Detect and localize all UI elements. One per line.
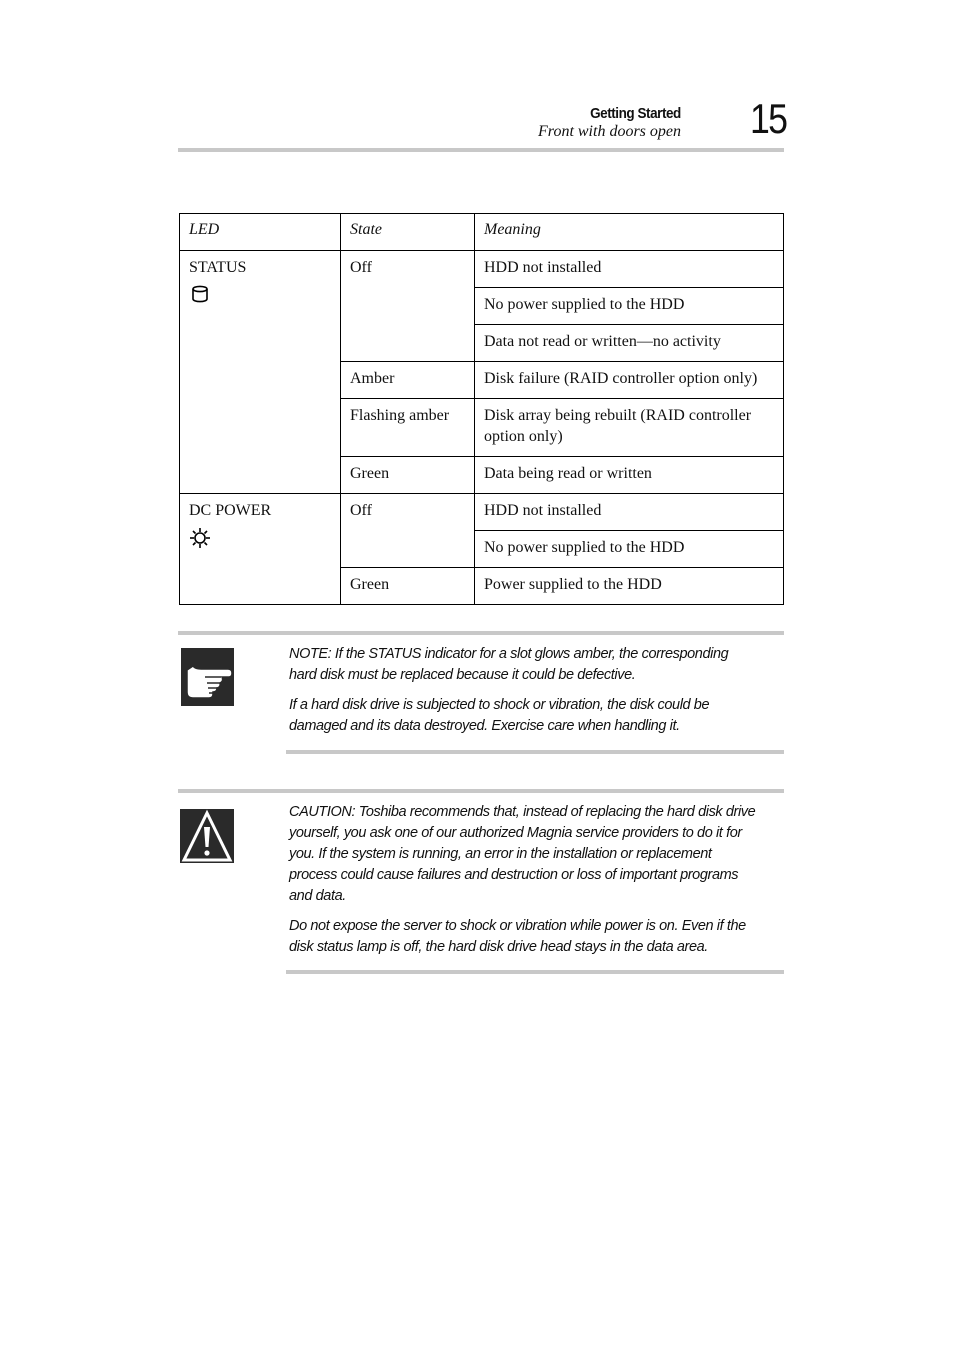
led-dc-power-cell [180,494,341,605]
section-title: Getting Started [590,105,681,122]
meaning-cell: Disk failure (RAID controller option only) [475,362,784,399]
caution-top-rule [178,789,784,793]
note-text [289,644,759,746]
state-cell: Flashing amber [341,399,475,457]
state-cell: Amber [341,362,475,399]
led-status-cell [180,251,341,494]
table-row [180,251,784,288]
state-cell: Off [341,494,475,568]
note-paragraph: NOTE: If the STATUS indicator for a slot glows amber, the corresponding hard disk must be replaced because it could be defective. [289,646,729,683]
caution-paragraph: CAUTION: Toshiba recommends that, instead of replacing the hard disk drive yourself, you ask one of our authorized Magnia service providers to do it for you. If the system is running, an error in the installation or replacement process could cause failures and destruction or loss of important programs and data. [289,804,756,904]
led-table [179,213,784,605]
led-name: DC POWER [189,502,272,519]
subsection-title: Front with doors open [538,123,681,140]
header-state: State [341,214,475,251]
note-bottom-rule [286,750,784,754]
pointing-hand-icon [181,648,234,706]
meaning-cell: HDD not installed [475,251,784,288]
note-paragraph: If a hard disk drive is subjected to shock or vibration, the disk could be damaged and its data destroyed. Exercise care when handling it. [289,697,710,734]
state-cell: Off [341,251,475,362]
header-rule [178,148,784,152]
led-name: STATUS [189,259,247,276]
meaning-cell: Power supplied to the HDD [475,568,784,605]
caution-paragraph: Do not expose the server to shock or vibration while power is on. Even if the disk status lamp is off, the hard disk drive head stays in the data area. [289,918,746,955]
header-meaning: Meaning [475,214,784,251]
caution-text [289,802,759,967]
state-cell: Green [341,568,475,605]
caution-bottom-rule [286,970,784,974]
header-led: LED [180,214,341,251]
page-number: 15 [750,95,787,142]
sun-icon [189,527,211,549]
note-top-rule [178,631,784,635]
meaning-cell: Data being read or written [475,457,784,494]
meaning-cell: Disk array being rebuilt (RAID controller option only) [475,399,784,457]
meaning-cell: Data not read or written—no activity [475,325,784,362]
meaning-cell: HDD not installed [475,494,784,531]
meaning-cell: No power supplied to the HDD [475,531,784,568]
table-header-row [180,214,784,251]
disk-icon [189,284,211,306]
state-cell: Green [341,457,475,494]
table-row [180,494,784,531]
warning-triangle-icon [180,809,234,863]
meaning-cell: No power supplied to the HDD [475,288,784,325]
